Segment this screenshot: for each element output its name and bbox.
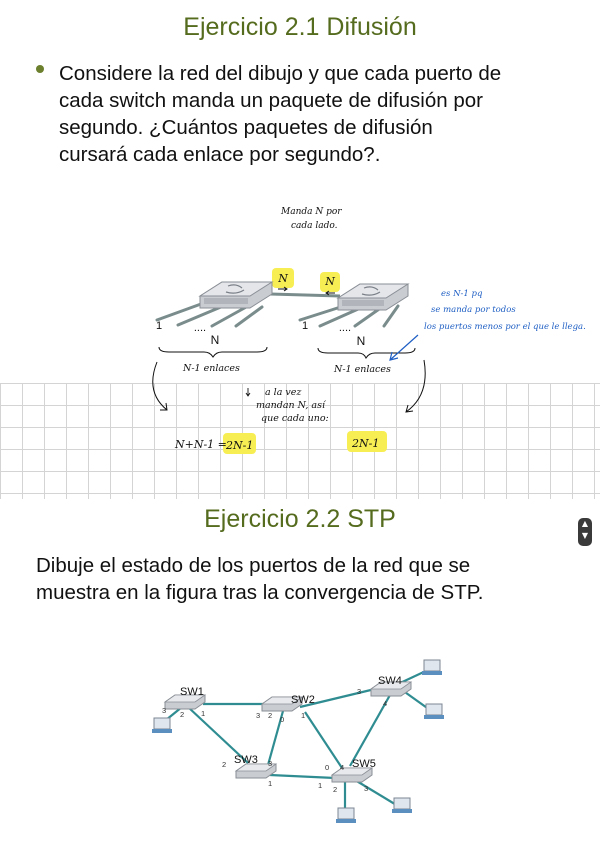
note-middle-line-1: a la vez xyxy=(265,387,302,398)
pc-icon xyxy=(424,704,444,719)
note-middle-line-2: mandan N, así xyxy=(256,400,325,411)
sw5-label: SW5 xyxy=(352,758,376,770)
chevron-down-icon[interactable]: ▼ xyxy=(581,531,589,540)
sw2-port-0: 0 xyxy=(280,715,285,724)
note-blue-line-1: es N-1 pq xyxy=(441,289,483,299)
pc-icon xyxy=(422,660,442,675)
sw2-port-1: 1 xyxy=(301,711,306,720)
result-right-value: 2N-1 xyxy=(352,437,380,450)
bullet-line-3: segundo. ¿Cuántos paquetes de difusión xyxy=(59,116,433,139)
sw4-port-3: 3 xyxy=(357,687,362,696)
sw4-port-4: 4 xyxy=(383,699,388,708)
sw1-port-3: 3 xyxy=(162,706,167,715)
sw5-port-2: 2 xyxy=(333,785,338,794)
right-port-one-label: 1 xyxy=(301,320,309,332)
sw1-label: SW1 xyxy=(180,686,204,698)
right-count-label: N xyxy=(356,334,366,348)
sw2-port-3: 3 xyxy=(256,711,261,720)
right-dots-label: .... xyxy=(338,322,352,334)
slide1-title: Ejercicio 2.1 Difusión xyxy=(183,13,417,41)
bullet-line-1: Considere la red del dibujo y que cada puerto de xyxy=(59,62,502,85)
sw2-port-2: 2 xyxy=(268,711,273,720)
note-blue-line-2: se manda por todos xyxy=(431,305,516,315)
left-port-one-label: 1 xyxy=(155,320,163,332)
sw4-label: SW4 xyxy=(378,675,402,687)
sw5-port-1: 1 xyxy=(318,781,323,790)
note-blue-line-3: los puertos menos por el que le llega. xyxy=(424,322,586,332)
badge-right-n: N xyxy=(325,275,335,288)
sw3-port-2: 2 xyxy=(222,760,227,769)
sw5-port-4: 4 xyxy=(340,763,345,772)
pc-icon xyxy=(392,798,412,813)
result-left-prefix: N+N-1 = xyxy=(175,438,227,451)
slide2-title: Ejercicio 2.2 STP xyxy=(204,505,396,533)
bullet-line-2: cada switch manda un paquete de difusión por xyxy=(59,89,483,112)
sw3-port-1: 1 xyxy=(268,779,273,788)
paragraph-line-1: Dibuje el estado de los puertos de la red que se xyxy=(36,554,471,577)
sw3-port-3: 3 xyxy=(268,759,273,768)
paragraph-line-2: muestra en la figura tras la convergencia de STP. xyxy=(36,581,484,604)
brace-left-label: N-1 enlaces xyxy=(183,363,240,374)
left-count-label: N xyxy=(210,333,220,347)
sw5-port-0: 0 xyxy=(325,763,330,772)
note-top-line-2: cada lado. xyxy=(291,221,338,231)
pc-icon xyxy=(152,718,172,733)
chevron-up-icon[interactable]: ▲ xyxy=(581,519,589,528)
note-middle-line-3: que cada uno: xyxy=(261,413,329,424)
brace-right-label: N-1 enlaces xyxy=(334,364,391,375)
sw3-label: SW3 xyxy=(234,754,258,766)
bullet-line-4: cursará cada enlace por segundo?. xyxy=(59,143,381,166)
pc-icon xyxy=(336,808,356,823)
note-top-line-1: Manda N por xyxy=(281,207,342,217)
sw5-port-3: 3 xyxy=(364,784,369,793)
sw2-label: SW2 xyxy=(291,694,315,706)
left-dots-label: .... xyxy=(193,322,207,334)
badge-left-n: N xyxy=(278,272,288,285)
switch-sw5 xyxy=(332,768,372,782)
result-left-value: 2N-1 xyxy=(226,439,254,452)
sw1-port-1: 1 xyxy=(201,709,206,718)
sw1-port-2: 2 xyxy=(180,710,185,719)
